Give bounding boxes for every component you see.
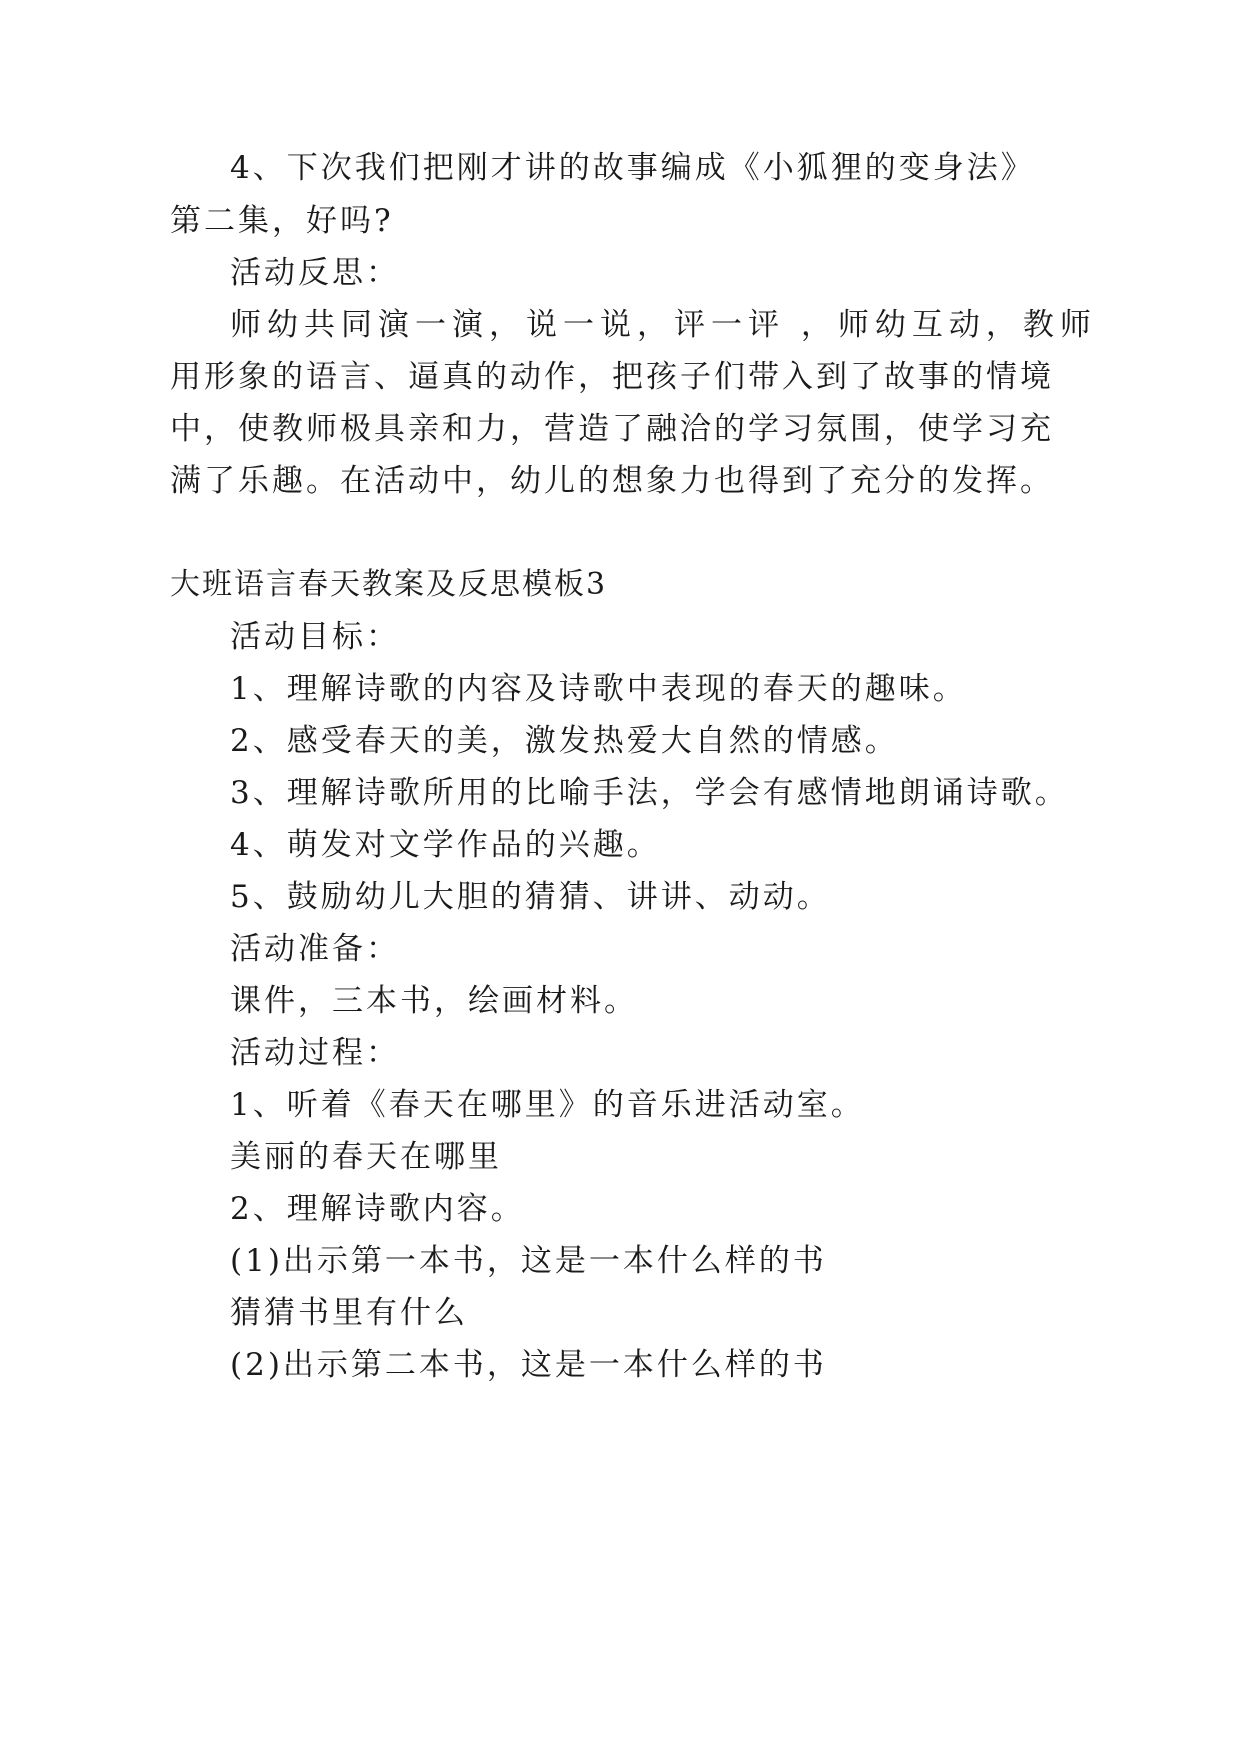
- process-item: 猜猜书里有什么: [230, 1295, 468, 1331]
- goal-item: 3、理解诗歌所用的比喻手法，学会有感情地朗诵诗歌。: [230, 775, 1069, 811]
- process-item: (2)出示第二本书，这是一本什么样的书: [230, 1347, 827, 1383]
- reflection-line: 师幼共同演一演，说一说，评一评 ，师幼互动，教师: [230, 307, 1097, 343]
- reflection-line: 中，使教师极具亲和力，营造了融洽的学习氛围，使学习充: [170, 411, 1054, 447]
- process-item: (1)出示第一本书，这是一本什么样的书: [230, 1243, 827, 1279]
- process-item: 1、听着《春天在哪里》的音乐进活动室。: [230, 1087, 865, 1123]
- reflection-heading: 活动反思：: [230, 255, 400, 291]
- prep-heading: 活动准备：: [230, 931, 400, 967]
- item4-line2: 第二集，好吗?: [170, 203, 394, 239]
- section-title: 大班语言春天教案及反思模板3: [170, 567, 608, 602]
- goal-item: 2、感受春天的美，激发热爱大自然的情感。: [230, 723, 899, 759]
- goals-heading: 活动目标：: [230, 619, 400, 655]
- goal-item: 4、萌发对文学作品的兴趣。: [230, 827, 661, 863]
- reflection-line: 用形象的语言、逼真的动作，把孩子们带入到了故事的情境: [170, 359, 1054, 395]
- process-item: 美丽的春天在哪里: [230, 1139, 502, 1175]
- prep-text: 课件，三本书，绘画材料。: [230, 983, 638, 1019]
- goal-item: 5、鼓励幼儿大胆的猜猜、讲讲、动动。: [230, 879, 831, 915]
- process-heading: 活动过程：: [230, 1035, 400, 1071]
- process-item: 2、理解诗歌内容。: [230, 1191, 525, 1227]
- goal-item: 1、理解诗歌的内容及诗歌中表现的春天的趣味。: [230, 671, 967, 707]
- reflection-line: 满了乐趣。在活动中，幼儿的想象力也得到了充分的发挥。: [170, 463, 1054, 499]
- item4-line1: 4、下次我们把刚才讲的故事编成《小狐狸的变身法》: [230, 150, 1035, 186]
